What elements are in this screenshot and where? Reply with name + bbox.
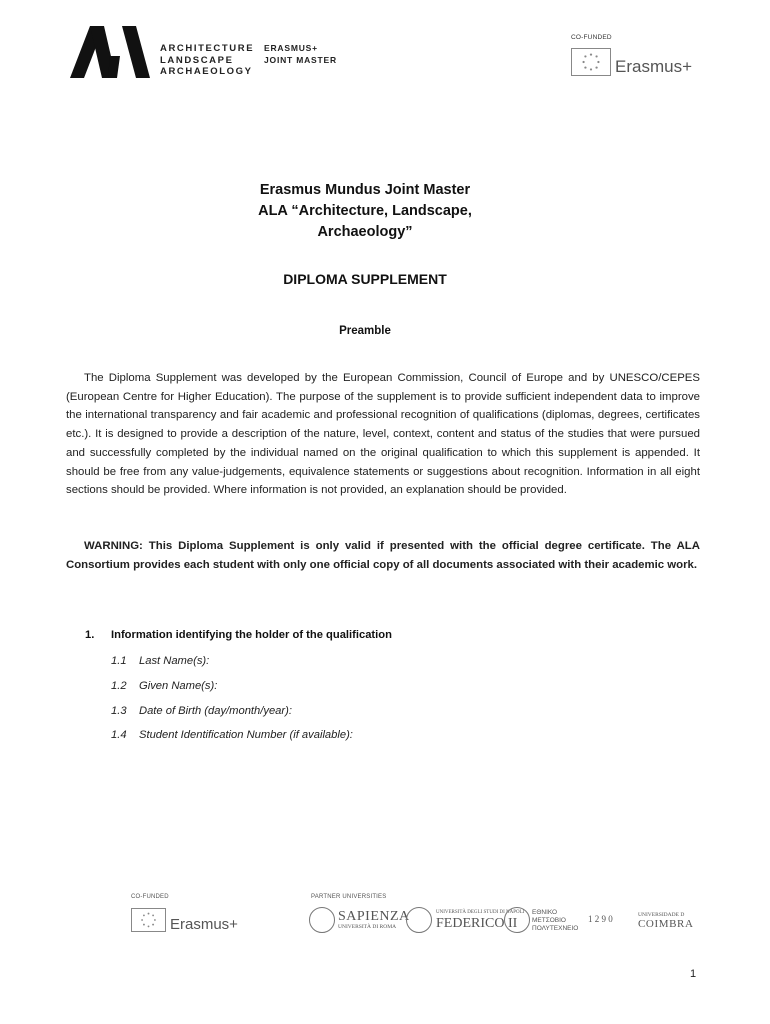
item-label: Student Identification Number (if available):: [139, 729, 353, 741]
list-item: [111, 680, 217, 692]
title-line-3: Archaeology”: [317, 224, 413, 240]
sapienza-name: SAPIENZA: [338, 909, 410, 924]
footer-erasmus-logo-text: Erasmus+: [170, 916, 238, 933]
preamble-heading: Preamble: [339, 325, 391, 337]
ntua-seal-icon: [504, 907, 530, 933]
coimbra-year: 1 2 9 0: [588, 914, 613, 924]
item-number: 1.2: [111, 680, 127, 692]
eu-flag-icon: [571, 48, 611, 76]
preamble-paragraph: The Diploma Supplement was developed by the European Commission, Council of Europe and by UNESCO/CEPES (European Centre for Higher Education). The purpose of the supplement is to provide sufficient independent data to improve the international transparency and fair academic and professional recognition of qualifications (diplomas, degrees, certificates etc.). It is designed to provide a description of the nature, level, context, content and status of the studies that were pursued and successfully completed by the individual named on the original qualification to which this supplement is appended. It should be free from any value-judgements, equivalence statements or suggestions about recognition. Information in all eight sections should be provided. Where information is not provided, an explanation should be provided.: [66, 372, 700, 497]
document-type-heading: DIPLOMA SUPPLEMENT: [283, 271, 447, 287]
coimbra-subtitle: UNIVERSIDADE D: [638, 912, 685, 918]
section-heading: [85, 629, 392, 641]
federico-name: FEDERICO II: [436, 916, 518, 931]
item-number: 1.4: [111, 729, 127, 741]
program-name: ARCHITECTURE LANDSCAPE ARCHAEOLOGY: [160, 43, 255, 77]
warning-paragraph: WARNING: This Diploma Supplement is only valid if presented with the official degree certificate. The ALA Consortium provides each student with only one official copy of all documents associated with their academic work.: [66, 540, 700, 571]
list-item: [111, 655, 209, 667]
erasmus-logo-text: Erasmus+: [615, 57, 692, 76]
federico-seal-icon: [406, 907, 432, 933]
item-label: Date of Birth (day/month/year):: [139, 705, 292, 717]
section-title: Information identifying the holder of the qualification: [111, 629, 392, 641]
footer-eu-flag-icon: [131, 908, 166, 932]
ala-logo-icon: [70, 26, 155, 78]
title-line-2: ALA “Architecture, Landscape,: [258, 203, 472, 219]
list-item: [111, 729, 353, 741]
item-number: 1.1: [111, 655, 127, 667]
sapienza-subtitle: UNIVERSITÀ DI ROMA: [338, 924, 397, 930]
cofunded-label: CO-FUNDED: [571, 34, 612, 41]
item-label: Given Name(s):: [139, 680, 218, 692]
title-line-1: Erasmus Mundus Joint Master: [259, 182, 471, 198]
partner-universities-label: PARTNER UNIVERSITIES: [311, 894, 387, 900]
section-number: 1.: [85, 629, 95, 641]
ntua-name: ΕΘΝΙΚΟ ΜΕΤΣΟΒΙΟ ΠΟΛΥΤΕΧΝΕΙΟ: [532, 909, 579, 932]
item-label: Last Name(s):: [139, 655, 210, 667]
footer-cofunded-label: CO-FUNDED: [131, 894, 169, 900]
program-type: ERASMUS+ JOINT MASTER: [264, 43, 337, 65]
item-number: 1.3: [111, 705, 127, 717]
federico-subtitle: UNIVERSITÀ DEGLI STUDI DI NAPOLI: [436, 910, 525, 915]
page-number: 1: [690, 968, 697, 980]
list-item: [111, 705, 292, 717]
coimbra-name: COIMBRA: [638, 918, 694, 930]
sapienza-seal-icon: [309, 907, 335, 933]
